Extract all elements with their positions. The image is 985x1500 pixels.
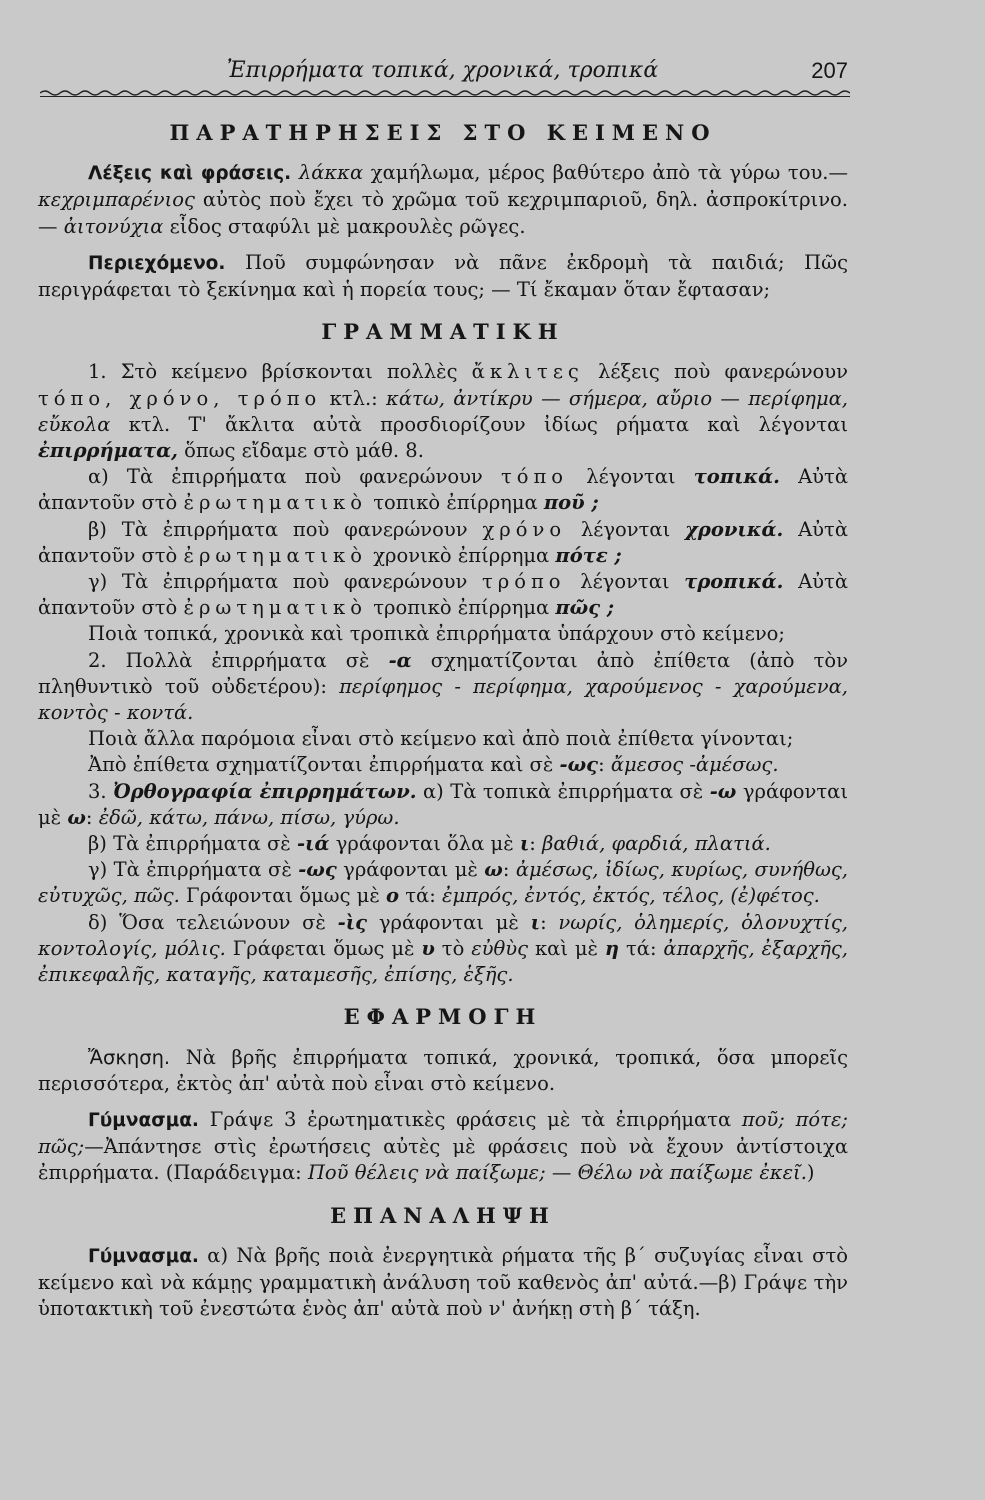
grammar-item-a: α) Τὰ ἐπιρρήματα ποὺ φανερώνουν τόπο λέγονται τοπικά. Αὐτὰ ἀπαντοῦν στὸ ἐρωτηματικὸ τοπικὸ ἐπίρρημα ποῦ ; bbox=[38, 465, 848, 515]
application-exercise: Ἄσκηση. Νὰ βρῆς ἐπιρρήματα τοπικά, χρονικά, τροπικά, ὅσα μπορεῖς περισσότερα, ἐκτὸς ἀπ' αὐτὰ ποὺ εἶναι στὸ κείμενο. bbox=[38, 1045, 848, 1095]
grammar-item-3d: δ) Ὅσα τελειώνουν σὲ -ὶς γράφονται μὲ ι: νωρίς, ὁλημερίς, ὁλονυχτίς, κοντολογίς, μόλις. Γράφεται ὅμως μὲ υ τὸ εὐθὺς καὶ μὲ η τά: ἀπαρχῆς, ἐξαρχῆς, ἐπικεφαλῆς, καταγῆς, καταμεσῆς, ἐπίσης, ἑξῆς. bbox=[38, 910, 849, 987]
header-wavy-rule bbox=[40, 88, 850, 98]
grammar-item-2b: Ποιὰ ἄλλα παρόμοια εἶναι στὸ κείμενο καὶ ἀπὸ ποιὰ ἐπίθετα γίνονται; bbox=[88, 727, 794, 751]
grammar-item-3b: β) Τὰ ἐπιρρήματα σὲ -ιά γράφονται ὅλα μὲ ι: βαθιά, φαρδιά, πλατιά. bbox=[88, 832, 771, 856]
content-label: Περιεχόμενο. bbox=[88, 252, 226, 274]
grammar-title: ΓΡΑΜΜΑΤΙΚΗ bbox=[321, 319, 565, 345]
review-practice: Γύμνασμα. α) Νὰ βρῆς ποιὰ ἐνεργητικὰ ρήματα τῆς β΄ συζυγίας εἶναι στὸ κείμενο καὶ νὰ κάμῃς γραμματικὴ ἀνάλυση τοῦ καθενὸς ἀπ' αὐτά.—β) Γράψε τὴν ὑποτακτικὴ τοῦ ἐνεστώτα ἑνὸς ἀπ' αὐτὰ ποὺ ν' ἀνήκῃ στὴ β΄ τάξη. bbox=[38, 1243, 848, 1321]
practice-label: Γύμνασμα. bbox=[88, 1109, 199, 1131]
content-paragraph: Περιεχόμενο. Ποῦ συμφώνησαν νὰ πᾶνε ἐκδρομὴ τὰ παιδιά; Πῶς περιγράφεται τὸ ξεκίνημα καὶ ἡ πορεία τους; — Τί ἔκαμαν ὅταν ἔφτασαν; bbox=[38, 250, 848, 302]
grammar-item-1: 1. Στὸ κείμενο βρίσκονται πολλὲς ἄκλιτες λέξεις ποὺ φανερώνουν τόπο, χρόνο, τρόπο κτλ.: κάτω, ἀντίκρυ — σήμερα, αὔριο — περίφημα, εὔκολα κτλ. Τ' ἄκλιτα αὐτὰ προσδιορίζουν ἰδίως ρήματα καὶ λέγονται ἐπιρρήματα, ὅπως εἴδαμε στὸ μάθ. 8. bbox=[38, 360, 848, 463]
grammar-item-3c: γ) Τὰ ἐπιρρήματα σὲ -ως γράφονται μὲ ω: ἀμέσως, ἰδίως, κυρίως, συνήθως, εὐτυχῶς, πῶς. Γράφονται ὅμως μὲ ο τά: ἐμπρός, ἐντός, ἐκτός, τέλος, (ἐ)φέτος. bbox=[38, 858, 848, 908]
page-content bbox=[38, 120, 848, 1322]
words-paragraph: Λέξεις καὶ φράσεις. λάκκα χαμήλωμα, μέρος βαθύτερο ἀπὸ τὰ γύρω του.— κεχριμπαρένιος αὐτὸς ποὺ ἔχει τὸ χρῶμα τοῦ κεχριμπαριοῦ, δηλ. ἀσπροκίτρινο.— ἀιτονύχια εἶδος σταφύλι μὲ μακρουλὲς ρῶγες. bbox=[38, 161, 848, 238]
grammar-item-2: 2. Πολλὰ ἐπιρρήματα σὲ -α σχηματίζονται ἀπὸ ἐπίθετα (ἀπὸ τὸν πληθυντικὸ τοῦ οὐδετέρου): περίφημος - περίφημα, χαρούμενος - χαρούμενα, κοντὸς - κοντά. bbox=[38, 648, 848, 725]
page-number: 207 bbox=[811, 58, 848, 83]
grammar-item-3: 3. Ὀρθογραφία ἐπιρρημάτων. α) Τὰ τοπικὰ ἐπιρρήματα σὲ -ω γράφονται μὲ ω: ἐδῶ, κάτω, πάνω, πίσω, γύρω. bbox=[38, 779, 848, 829]
grammar-item-b: β) Τὰ ἐπιρρήματα ποὺ φανερώνουν χρόνο λέγονται χρονικά. Αὐτὰ ἀπαντοῦν στὸ ἐρωτηματικὸ χρονικὸ ἐπίρρημα πότε ; bbox=[38, 517, 848, 567]
review-title: ΕΠΑΝΑΛΗΨΗ bbox=[330, 1202, 556, 1228]
running-head: Ἐπιρρήματα τοπικά, χρονικά, τροπικά bbox=[226, 58, 659, 83]
grammar-question: Ποιὰ τοπικά, χρονικὰ καὶ τροπικὰ ἐπιρρήματα ὑπάρχουν στὸ κείμενο; bbox=[88, 622, 785, 646]
words-label: Λέξεις καὶ φράσεις. bbox=[88, 163, 292, 185]
review-practice-label: Γύμνασμα. bbox=[88, 1245, 199, 1267]
application-practice: Γύμνασμα. Γράψε 3 ἐρωτηματικὲς φράσεις μὲ τὰ ἐπιρρήματα ποῦ; πότε; πῶς;—Ἀπάντησε στὶς ἐρωτήσεις αὐτὲς μὲ φράσεις ποὺ νὰ ἔχουν ἀντίστοιχα ἐπιρρήματα. (Παράδειγμα: Ποῦ θέλεις νὰ παίξωμε; — Θέλω νὰ παίξωμε ἐκεῖ.) bbox=[38, 1107, 848, 1185]
exercise-label: Ἄσκηση. bbox=[88, 1045, 171, 1069]
grammar-item-c: γ) Τὰ ἐπιρρήματα ποὺ φανερώνουν τρόπο λέγονται τροπικά. Αὐτὰ ἀπαντοῦν στὸ ἐρωτηματικὸ τροπικὸ ἐπίρρημα πῶς ; bbox=[38, 570, 848, 620]
application-title: ΕΦΑΡΜΟΓΗ bbox=[343, 1004, 543, 1030]
grammar-item-2c: Ἀπὸ ἐπίθετα σχηματίζονται ἐπιρρήματα καὶ σὲ -ως: ἄμεσος -ἀμέσως. bbox=[88, 753, 779, 777]
observations-title: ΠΑΡΑΤΗΡΗΣΕΙΣ ΣΤΟ ΚΕΙΜΕΝΟ bbox=[169, 120, 717, 145]
